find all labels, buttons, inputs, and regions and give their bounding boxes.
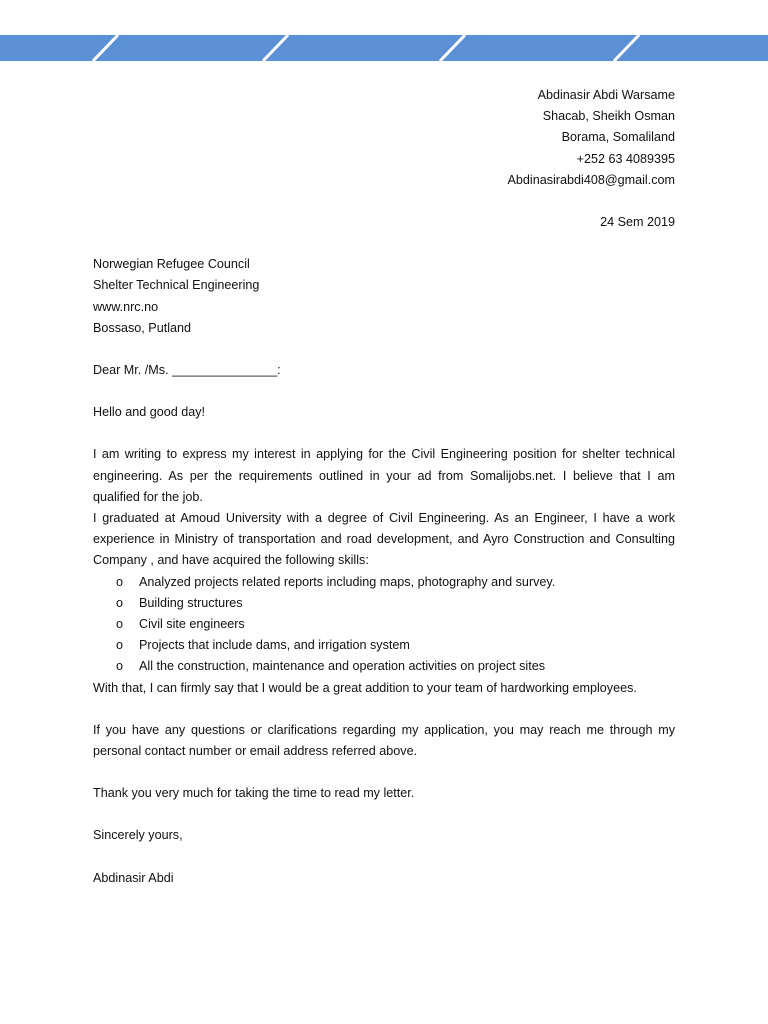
greeting: Hello and good day! bbox=[93, 405, 206, 420]
letter-page bbox=[93, 85, 675, 889]
signature: Abdinasir Abdi bbox=[93, 870, 174, 885]
list-item bbox=[93, 614, 675, 635]
recipient-org: Norwegian Refugee Council bbox=[93, 257, 250, 272]
body-paragraph-4: If you have any questions or clarifications regarding my application, you may reach me through my personal contact number or email address referred above. bbox=[93, 722, 675, 759]
sender-email: Abdinasirabdi408@gmail.com bbox=[507, 172, 675, 187]
recipient-location: Bossaso, Putland bbox=[93, 320, 192, 335]
header-banner bbox=[0, 35, 768, 61]
skill-text: Projects that include dams, and irrigation system bbox=[139, 638, 410, 653]
skill-text: Civil site engineers bbox=[139, 617, 245, 632]
bullet-icon: o bbox=[116, 595, 124, 610]
sender-phone: +252 63 4089395 bbox=[576, 151, 675, 166]
closing: Sincerely yours, bbox=[93, 828, 183, 843]
salutation: Dear Mr. /Ms. _______________: bbox=[93, 363, 281, 378]
bullet-icon: o bbox=[116, 617, 124, 632]
skills-list bbox=[93, 572, 675, 678]
skill-text: Analyzed projects related reports including maps, photography and survey. bbox=[139, 574, 556, 589]
sender-name: Abdinasir Abdi Warsame bbox=[537, 88, 675, 102]
sender-address-2: Borama, Somaliland bbox=[561, 130, 675, 145]
bullet-icon: o bbox=[116, 638, 124, 653]
body-paragraph-3: With that, I can firmly say that I would be a great addition to your team of hardworking employees. bbox=[93, 680, 637, 695]
recipient-dept: Shelter Technical Engineering bbox=[93, 278, 260, 293]
sender-address-1: Shacab, Sheikh Osman bbox=[542, 109, 675, 124]
list-item bbox=[93, 635, 675, 656]
bullet-icon: o bbox=[116, 659, 124, 674]
bullet-icon: o bbox=[116, 574, 124, 589]
sender-block bbox=[93, 85, 675, 191]
body-paragraph-2: I graduated at Amoud University with a degree of Civil Engineering. As an Engineer, I have a work experience in Ministry of transportation and road development, and Ayro Construction and Consulting Company , and have acquired the following skills: bbox=[93, 511, 675, 568]
list-item bbox=[93, 656, 675, 677]
list-item bbox=[93, 572, 675, 593]
skill-text: All the construction, maintenance and operation activities on project sites bbox=[139, 659, 546, 674]
recipient-block bbox=[93, 254, 675, 339]
recipient-website: www.nrc.no bbox=[93, 299, 159, 314]
list-item bbox=[93, 593, 675, 614]
body-paragraph-1: I am writing to express my interest in applying for the Civil Engineering position for shelter technical engineering. As per the requirements outlined in your ad from Somalijobs.net. I believe that I am qualified for the job. bbox=[93, 447, 675, 504]
letter-date: 24 Sem 2019 bbox=[600, 215, 675, 230]
body-paragraph-5: Thank you very much for taking the time to read my letter. bbox=[93, 786, 415, 801]
skill-text: Building structures bbox=[139, 595, 243, 610]
